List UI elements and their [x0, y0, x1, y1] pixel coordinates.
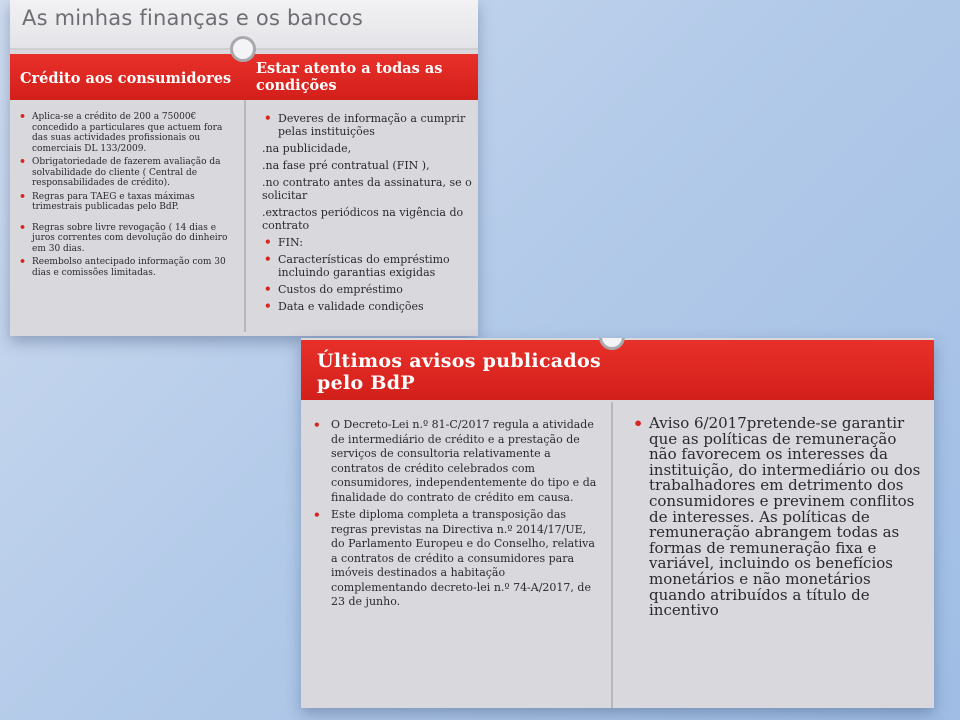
slide-title: As minhas finanças e os bancos: [22, 6, 364, 30]
list-item: • Deveres de informação a cumprir pelas instituições: [264, 112, 472, 138]
left-column: [10, 100, 244, 332]
bullet-list: [613, 402, 934, 619]
right-column: [611, 402, 934, 708]
bullet-list: [301, 402, 611, 610]
list-item: • Regras para TAEG e taxas máximas trimestrais publicadas pelo BdP.: [32, 192, 234, 213]
list-item: .no contrato antes da assinatura, se o solicitar: [262, 176, 472, 202]
ring-ornament: [230, 36, 256, 62]
right-column: [244, 100, 478, 332]
slide-columns: [301, 402, 934, 708]
list-item: • Reembolso antecipado informação com 30 dias e comissões limitadas.: [32, 257, 234, 278]
slide-bdp-notices: [301, 338, 934, 708]
left-column-heading: Crédito aos consumidores: [20, 70, 232, 87]
slide-header-bar: [301, 340, 934, 400]
slide-columns: [10, 100, 478, 332]
bullet-list: [10, 100, 244, 278]
slide-heading: Últimos avisos publicados pelo BdP: [317, 350, 601, 394]
list-item: • Obrigatoriedade de fazerem avaliação da solvabilidade do cliente ( Central de responsabilidades de crédito).: [32, 157, 234, 189]
list-item: • Data e validade condições: [264, 300, 472, 313]
list-item: • Características do empréstimo incluindo garantias exigidas: [264, 253, 472, 279]
list-item: .na publicidade,: [262, 142, 352, 155]
list-item: • Regras sobre livre revogação ( 14 dias e juros correntes com devolução do dinheiro em 30 dias.: [32, 223, 234, 255]
left-column: [301, 402, 611, 708]
list-item: • Aviso 6/2017pretende-se garantir que as políticas de remuneração não favorecem os interesses da instituição, do intermediário ou dos trabalhadores em detrimento dos consumidores e previnem conflitos de interesses. As políticas de remuneração abrangem todas as formas de remuneração fixa e variável, incluindo os benefícios monetários e não monetários quando atribuídos a título de incentivo: [649, 416, 928, 619]
list-item: .extractos periódicos na vigência do contrato: [262, 206, 464, 232]
list-item: • Este diploma completa a transposição das regras previstas na Directiva n.º 2014/17/UE, do Parlamento Europeu e do Conselho, relativa a contratos de crédito a consumidores para imóveis destinados a habitação complementando decreto-lei n.º 74-A/2017, de 23 de junho.: [331, 508, 603, 610]
list-item: • FIN:: [264, 236, 472, 249]
list-item: • Custos do empréstimo: [264, 283, 472, 296]
list-item: • O Decreto-Lei n.º 81-C/2017 regula a atividade de intermediário de crédito e a prestação de serviços de consultoria relativamente a contratos de crédito celebrados com consumidores, independentemente do tipo e da finalidade do contrato de crédito em causa.: [331, 418, 603, 505]
list-item: .na fase pré contratual (FIN ),: [262, 159, 430, 172]
bullet-list: [246, 100, 478, 313]
slide-consumer-credit: [10, 0, 478, 336]
list-item: • Aplica-se a crédito de 200 a 75000€ concedido a particulares que actuem fora das suas actividades profissionais ou comerciais DL 133/2009.: [32, 112, 234, 154]
right-column-heading: Estar atento a todas as condições: [256, 60, 443, 94]
